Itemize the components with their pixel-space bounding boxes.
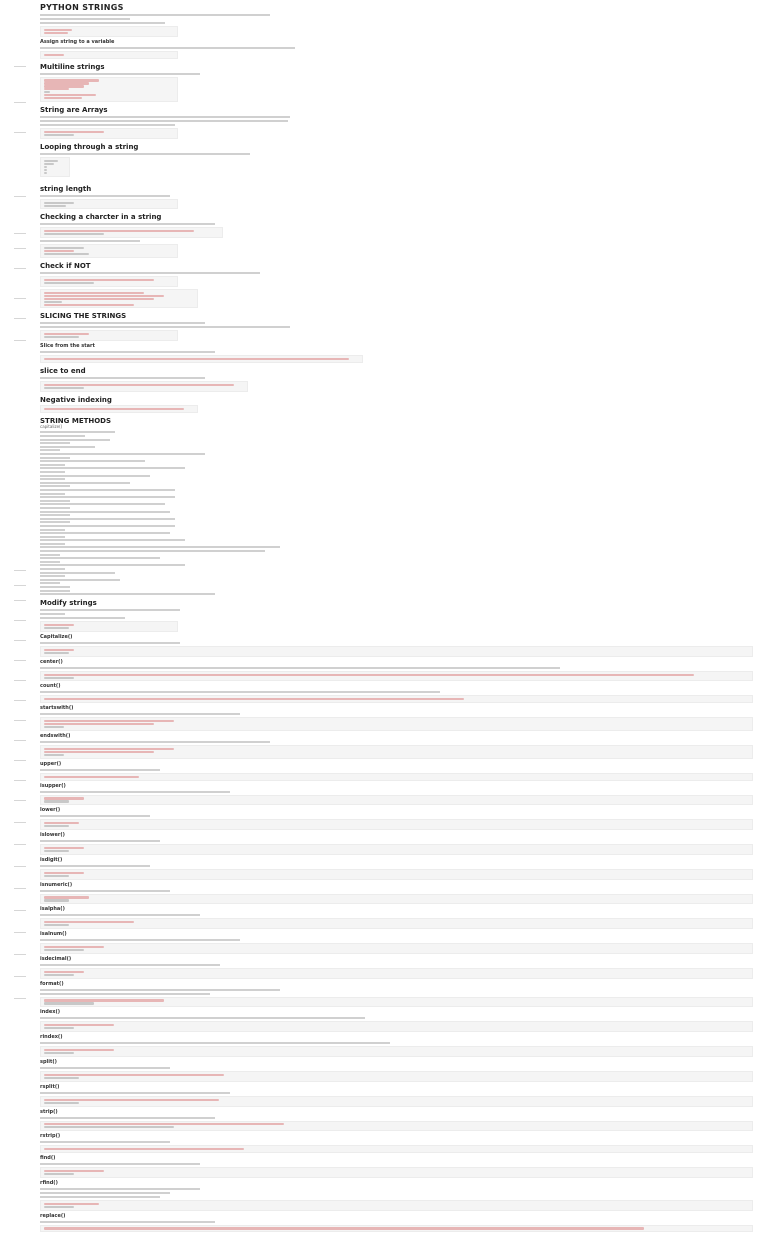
code-block (40, 773, 753, 781)
paragraph (40, 518, 175, 520)
paragraph (40, 561, 60, 563)
gutter-marker (14, 910, 26, 911)
paragraph (40, 195, 170, 197)
paragraph (40, 1192, 170, 1194)
paragraph (40, 642, 180, 644)
paragraph (40, 865, 150, 867)
code-block (40, 1071, 753, 1082)
paragraph (40, 532, 170, 534)
paragraph (40, 446, 95, 448)
code-block (40, 621, 178, 632)
paragraph (40, 124, 175, 126)
code-block (40, 1046, 753, 1057)
line-gutter (0, 0, 36, 1024)
gutter-marker (14, 318, 26, 319)
code-block (40, 289, 198, 309)
paragraph (40, 575, 65, 577)
paragraph (40, 322, 205, 324)
paragraph (40, 1188, 200, 1190)
paragraph (40, 467, 185, 469)
section-heading: SLICING THE STRINGS (40, 312, 127, 321)
paragraph (40, 240, 140, 242)
gutter-marker (14, 720, 26, 721)
method-heading: startswith() (40, 705, 74, 712)
paragraph (40, 351, 215, 353)
paragraph (40, 546, 280, 548)
gutter-marker (14, 998, 26, 999)
paragraph (40, 791, 230, 793)
code-block (40, 646, 753, 657)
paragraph (40, 442, 70, 444)
paragraph (40, 914, 200, 916)
gutter-marker (14, 233, 26, 234)
gutter-marker (14, 888, 26, 889)
paragraph (40, 1042, 390, 1044)
paragraph (40, 840, 160, 842)
paragraph (40, 120, 288, 122)
gutter-marker (14, 570, 26, 571)
code-block (40, 717, 753, 731)
paragraph (40, 609, 180, 611)
document-body (40, 2, 745, 1234)
code-block (40, 968, 753, 979)
gutter-marker (14, 932, 26, 933)
paragraph (40, 557, 160, 559)
method-heading: find() (40, 1155, 56, 1162)
paragraph (40, 1067, 170, 1069)
paragraph (40, 590, 70, 592)
method-heading: Capitalize() (40, 633, 73, 640)
gutter-marker (14, 976, 26, 977)
paragraph (40, 377, 205, 379)
gutter-marker (14, 954, 26, 955)
gutter-marker (14, 760, 26, 761)
paragraph (40, 579, 120, 581)
paragraph (40, 890, 170, 892)
code-block (40, 1225, 753, 1233)
paragraph (40, 691, 440, 693)
method-heading: isalnum() (40, 931, 67, 938)
paragraph (40, 464, 65, 466)
paragraph (40, 1221, 215, 1223)
paragraph (40, 471, 65, 473)
code-block (40, 1145, 753, 1153)
method-heading: rindex() (40, 1034, 63, 1041)
section-heading: Slice from the start (40, 343, 95, 350)
section-heading: Multiline strings (40, 62, 105, 71)
paragraph (40, 22, 165, 24)
gutter-marker (14, 866, 26, 867)
method-heading: isdigit() (40, 856, 63, 863)
paragraph (40, 525, 175, 527)
code-block (40, 26, 178, 37)
paragraph (40, 529, 65, 531)
paragraph (40, 572, 115, 574)
gutter-marker (14, 196, 26, 197)
paragraph (40, 503, 165, 505)
paragraph (40, 489, 175, 491)
paragraph (40, 478, 65, 480)
method-heading: replace() (40, 1212, 66, 1219)
paragraph (40, 769, 160, 771)
section-heading: Assign string to a variable (40, 38, 115, 45)
section-heading: Checking a charcter in a string (40, 213, 162, 222)
paragraph (40, 431, 115, 433)
paragraph (40, 1163, 200, 1165)
paragraph (40, 457, 70, 459)
method-heading: endswith() (40, 733, 71, 740)
paragraph (40, 593, 215, 595)
code-block (40, 1121, 753, 1132)
paragraph (40, 47, 295, 49)
code-block (40, 1200, 753, 1211)
code-block (40, 844, 753, 855)
code-block (40, 244, 178, 258)
method-heading: center() (40, 658, 63, 665)
paragraph (40, 613, 65, 615)
method-heading: rsplit() (40, 1083, 60, 1090)
paragraph (40, 326, 290, 328)
code-block (40, 77, 178, 103)
gutter-marker (14, 800, 26, 801)
code-block (40, 745, 753, 759)
method-heading: isdecimal() (40, 955, 72, 962)
paragraph (40, 989, 280, 991)
gutter-marker (14, 585, 26, 586)
paragraph (40, 939, 240, 941)
method-heading: isupper() (40, 782, 66, 789)
paragraph (40, 435, 85, 437)
section-heading: Check if NOT (40, 262, 91, 270)
gutter-marker (14, 268, 26, 269)
code-block (40, 869, 753, 880)
paragraph (40, 73, 200, 75)
paragraph (40, 1017, 365, 1019)
paragraph (40, 482, 130, 484)
method-heading: split() (40, 1058, 57, 1065)
gutter-marker (14, 640, 26, 641)
gutter-marker (14, 298, 26, 299)
code-block (40, 227, 223, 238)
gutter-marker (14, 248, 26, 249)
paragraph (40, 539, 185, 541)
section-heading: string length (40, 184, 92, 193)
gutter-marker (14, 680, 26, 681)
code-block (40, 330, 178, 341)
code-block (40, 381, 248, 392)
code-block (40, 943, 753, 954)
paragraph (40, 521, 70, 523)
section-heading: String are Arrays (40, 106, 108, 115)
paragraph (40, 667, 560, 669)
paragraph (40, 1196, 160, 1198)
method-heading: count() (40, 683, 61, 690)
paragraph (40, 453, 205, 455)
paragraph (40, 582, 60, 584)
method-heading: rstrip() (40, 1133, 61, 1140)
paragraph (40, 272, 260, 274)
paragraph (40, 568, 65, 570)
paragraph (40, 554, 60, 556)
paragraph (40, 514, 70, 516)
gutter-marker (14, 740, 26, 741)
paragraph (40, 485, 70, 487)
code-block (40, 819, 753, 830)
gutter-marker (14, 822, 26, 823)
paragraph (40, 543, 65, 545)
method-heading: format() (40, 980, 64, 987)
paragraph (40, 536, 65, 538)
section-heading: Negative indexing (40, 395, 112, 404)
code-block (40, 894, 753, 905)
code-block (40, 671, 753, 682)
paragraph (40, 564, 185, 566)
gutter-marker (14, 600, 26, 601)
gutter-marker (14, 620, 26, 621)
section-heading: Modify strings (40, 599, 97, 608)
paragraph (40, 993, 210, 995)
paragraph (40, 741, 270, 743)
paragraph (40, 449, 60, 451)
code-block (40, 276, 178, 287)
gutter-marker (14, 66, 26, 67)
method-list-item: capitalize() (40, 424, 63, 430)
paragraph (40, 815, 150, 817)
paragraph (40, 14, 270, 16)
paragraph (40, 153, 250, 155)
paragraph (40, 550, 265, 552)
paragraph (40, 1141, 170, 1143)
paragraph (40, 116, 290, 118)
paragraph (40, 18, 130, 20)
gutter-marker (14, 700, 26, 701)
paragraph (40, 507, 70, 509)
paragraph (40, 1092, 230, 1094)
section-heading: slice to end (40, 367, 86, 376)
section-heading: STRING METHODS (40, 417, 112, 426)
code-block (40, 157, 70, 177)
method-heading: upper() (40, 760, 62, 767)
method-heading: isnumeric() (40, 881, 73, 888)
paragraph (40, 511, 170, 513)
code-block (40, 997, 753, 1008)
paragraph (40, 713, 240, 715)
gutter-marker (14, 340, 26, 341)
gutter-marker (14, 660, 26, 661)
code-block (40, 1096, 753, 1107)
gutter-marker (14, 102, 26, 103)
method-heading: strip() (40, 1108, 58, 1115)
code-block (40, 405, 198, 413)
paragraph (40, 617, 125, 619)
code-block (40, 795, 753, 806)
paragraph (40, 1117, 215, 1119)
paragraph (40, 964, 220, 966)
code-block (40, 355, 363, 363)
page-title: PYTHON STRINGS (40, 3, 124, 12)
method-heading: index() (40, 1009, 61, 1016)
paragraph (40, 500, 70, 502)
code-block (40, 1167, 753, 1178)
code-block (40, 128, 178, 139)
paragraph (40, 493, 65, 495)
code-block (40, 51, 178, 59)
method-heading: rfind() (40, 1179, 58, 1186)
method-heading: isalpha() (40, 906, 65, 913)
method-heading: islower() (40, 832, 65, 839)
paragraph (40, 475, 150, 477)
gutter-marker (14, 844, 26, 845)
gutter-marker (14, 132, 26, 133)
code-block (40, 199, 178, 210)
code-block (40, 695, 753, 703)
gutter-marker (14, 780, 26, 781)
code-block (40, 1021, 753, 1032)
code-block (40, 918, 753, 929)
section-heading: Looping through a string (40, 143, 139, 151)
paragraph (40, 460, 145, 462)
method-heading: lower() (40, 807, 61, 814)
paragraph (40, 496, 175, 498)
paragraph (40, 586, 70, 588)
paragraph (40, 223, 215, 225)
paragraph (40, 439, 110, 441)
